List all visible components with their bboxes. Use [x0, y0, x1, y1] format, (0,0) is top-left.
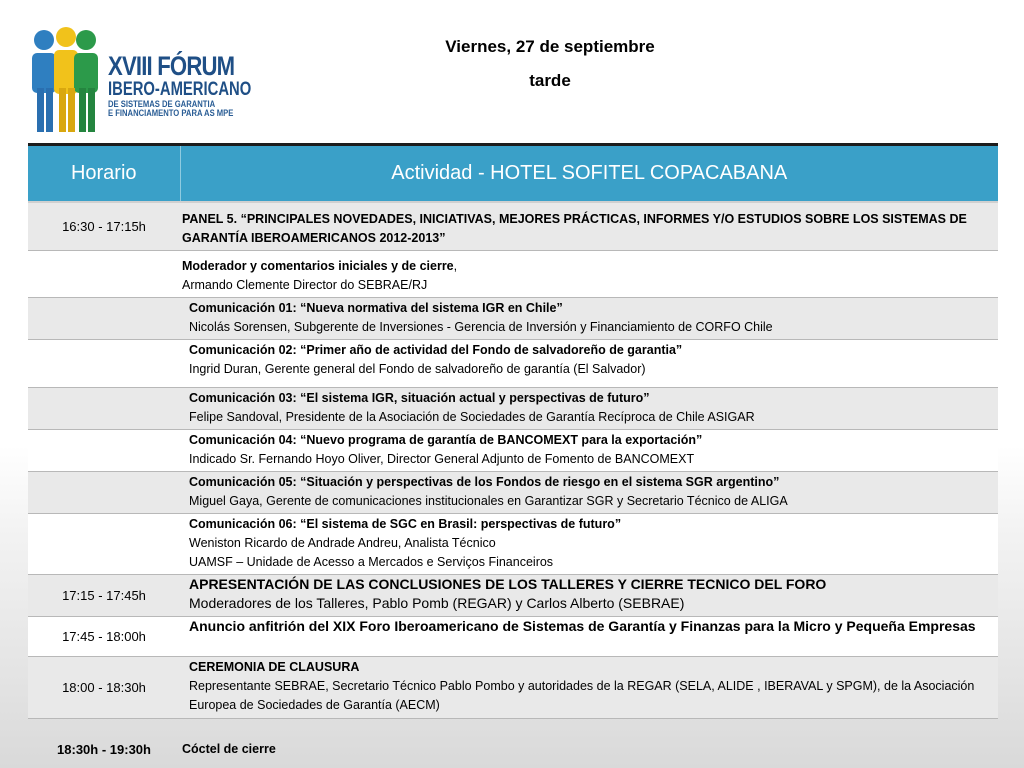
- row-time: [28, 514, 180, 575]
- row-activity-detail: Felipe Sandoval, Presidente de la Asociación de Sociedades de Garantía Recíproca de Chile ASIGAR: [189, 410, 755, 424]
- table-row: [28, 251, 998, 298]
- row-activity-title: Anuncio anfitrión del XIX Foro Iberoamericano de Sistemas de Garantía y Finanzas para la Micro y Pequeña Empresas: [180, 617, 998, 657]
- row-activity-detail: Representante SEBRAE, Secretario Técnico Pablo Pombo y autoridades de la REGAR (SELA, ALIDE , IBERAVAL y SPGM), de la Asociación Europea de Sociedades de Garantía (AECM): [189, 679, 975, 712]
- row-activity-title: Comunicación 04: “Nuevo programa de garantía de BANCOMEXT para la exportación”: [189, 433, 703, 447]
- row-activity-title-suffix: ,: [453, 259, 458, 273]
- table-row: [28, 719, 998, 768]
- logo-line-1: XVIII FÓRUM: [108, 51, 235, 81]
- row-activity-title: Comunicación 02: “Primer año de actividad del Fondo de salvadoreño de garantia”: [189, 343, 683, 357]
- row-time: 17:45 - 18:00h: [28, 617, 180, 657]
- row-activity-title: PANEL 5. “PRINCIPALES NOVEDADES, INICIATIVAS, MEJORES PRÁCTICAS, INFORMES Y/O ESTUDIOS SOBRE LOS SISTEMAS DE GARANTÍA IBEROAMERICANOS 2012-2013”: [180, 202, 998, 251]
- table-row: [28, 514, 998, 575]
- table-row: [28, 340, 998, 388]
- row-activity-title: Comunicación 05: “Situación y perspectivas de los Fondos de riesgo en el sistema SGR argentino”: [189, 475, 780, 489]
- row-activity-detail: Ingrid Duran, Gerente general del Fondo de salvadoreño de garantía (El Salvador): [189, 362, 646, 376]
- people-figures-icon: [26, 26, 106, 136]
- row-activity-title: CEREMONIA DE CLAUSURA: [189, 660, 360, 674]
- row-time: 17:15 - 17:45h: [28, 575, 180, 617]
- row-time: [28, 472, 180, 514]
- row-time: [28, 430, 180, 472]
- schedule-date: Viernes, 27 de septiembre: [445, 37, 655, 56]
- column-header-time: Horario: [28, 145, 180, 202]
- row-activity-title: Comunicación 01: “Nueva normativa del sistema IGR en Chile”: [189, 301, 563, 315]
- table-row: [28, 430, 998, 472]
- row-activity: [180, 388, 998, 430]
- schedule-period: tarde: [529, 71, 571, 90]
- row-time: [28, 340, 180, 388]
- logo-line-4: E FINANCIAMENTO PARA AS MPE: [108, 108, 234, 118]
- table-row: [28, 472, 998, 514]
- row-time: [28, 298, 180, 340]
- row-activity-detail: Weniston Ricardo de Andrade Andreu, Analista Técnico: [189, 536, 496, 550]
- row-activity-title: Comunicación 06: “El sistema de SGC en Brasil: perspectivas de futuro”: [189, 517, 622, 531]
- row-time: [28, 388, 180, 430]
- table-row: [28, 617, 998, 657]
- logo-wordmark: [108, 52, 292, 118]
- column-header-activity: Actividad - HOTEL SOFITEL COPACABANA: [180, 145, 998, 202]
- logo-line-2: IBERO-AMERICANO: [108, 79, 252, 100]
- table-row: [28, 202, 998, 251]
- row-activity: [180, 575, 998, 617]
- row-time: 16:30 - 17:15h: [28, 202, 180, 251]
- row-activity-detail: Indicado Sr. Fernando Hoyo Oliver, Director General Adjunto de Fomento de BANCOMEXT: [189, 452, 695, 466]
- schedule-table: [28, 143, 998, 768]
- table-header-row: [28, 145, 998, 202]
- row-activity-detail: Moderadores de los Talleres, Pablo Pomb (REGAR) y Carlos Alberto (SEBRAE): [189, 595, 685, 611]
- logo-line-3: DE SISTEMAS DE GARANTIA: [108, 99, 216, 109]
- row-activity: [180, 472, 998, 514]
- row-time: 18:00 - 18:30h: [28, 657, 180, 719]
- row-activity-detail-2: UAMSF – Unidade de Acesso a Mercados e Serviços Financeiros: [189, 555, 554, 569]
- table-row: [28, 388, 998, 430]
- row-activity: [180, 514, 998, 575]
- row-activity-title: Comunicación 03: “El sistema IGR, situación actual y perspectivas de futuro”: [189, 391, 650, 405]
- row-activity: [180, 340, 998, 388]
- row-activity: [180, 430, 998, 472]
- table-row: [28, 575, 998, 617]
- row-activity-title: Cóctel de cierre: [180, 719, 998, 768]
- row-time: 18:30h - 19:30h: [28, 719, 180, 768]
- row-activity-title: APRESENTACIÓN DE LAS CONCLUSIONES DE LOS TALLERES Y CIERRE TECNICO DEL FORO: [189, 576, 827, 592]
- table-row: [28, 657, 998, 719]
- row-activity-title: Moderador y comentarios iniciales y de cierre: [182, 259, 454, 273]
- row-activity: [180, 298, 998, 340]
- row-activity-detail: Miguel Gaya, Gerente de comunicaciones institucionales en Garantizar SGR y Secretario Técnico de ALIGA: [189, 494, 788, 508]
- row-activity: [180, 657, 998, 719]
- row-activity-detail: Armando Clemente Director do SEBRAE/RJ: [182, 278, 428, 292]
- row-activity: [180, 251, 998, 298]
- table-row: [28, 298, 998, 340]
- forum-logo: [26, 26, 252, 136]
- row-time: [28, 251, 180, 298]
- row-activity-detail: Nicolás Sorensen, Subgerente de Inversiones - Gerencia de Inversión y Financiamiento de CORFO Chile: [189, 320, 773, 334]
